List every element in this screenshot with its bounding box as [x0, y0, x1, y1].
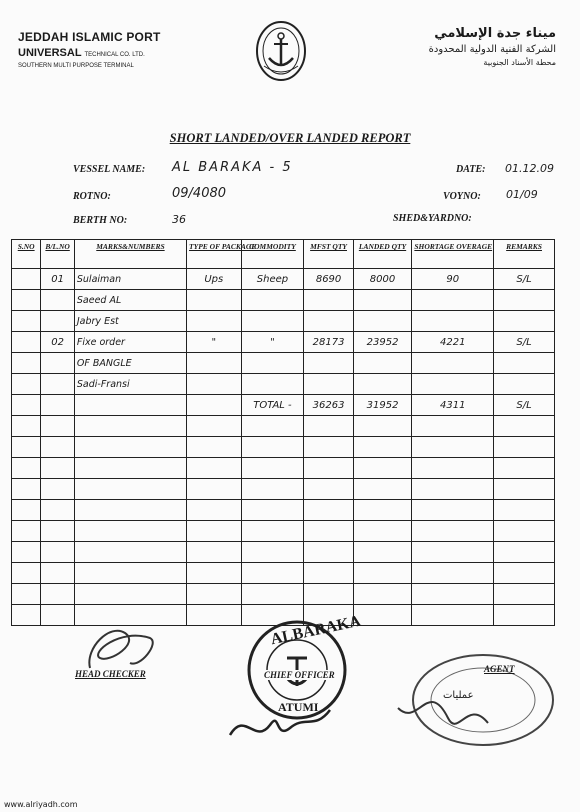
table-cell: 28173: [304, 332, 353, 353]
table-cell: [187, 437, 242, 458]
table-cell: [187, 416, 242, 437]
table-cell: [12, 332, 41, 353]
table-cell: [304, 311, 353, 332]
table-cell: [412, 521, 494, 542]
date-value: 01.12.09: [505, 162, 554, 175]
chief-officer-label: CHIEF OFFICER: [264, 670, 335, 680]
company-name-main: UNIVERSAL: [18, 47, 82, 59]
berth-no-value: 36: [172, 213, 186, 226]
table-cell: [494, 311, 555, 332]
table-cell: [304, 521, 353, 542]
table-cell: ": [187, 332, 242, 353]
table-cell: [304, 416, 353, 437]
table-cell: [494, 458, 555, 479]
company-name-en: [18, 47, 218, 59]
table-cell: 36263: [304, 395, 353, 416]
table-row: [12, 332, 555, 353]
table-cell: [412, 605, 494, 626]
table-cell: [241, 437, 304, 458]
table-cell: [353, 290, 412, 311]
table-cell: [353, 563, 412, 584]
table-cell: [241, 584, 304, 605]
table-cell: [412, 479, 494, 500]
table-cell: [187, 500, 242, 521]
table-cell: [12, 542, 41, 563]
table-cell: [304, 353, 353, 374]
table-row: [12, 374, 555, 395]
voy-no-label: VOYNO:: [443, 191, 481, 202]
table-cell: S/L: [494, 332, 555, 353]
table-cell: [304, 290, 353, 311]
table-cell: [41, 605, 75, 626]
table-cell: [494, 500, 555, 521]
table-cell: 90: [412, 269, 494, 290]
table-cell: [353, 311, 412, 332]
table-cell: [74, 458, 186, 479]
table-cell: [412, 290, 494, 311]
table-cell: [494, 479, 555, 500]
table-cell: [12, 290, 41, 311]
header-right-block: [346, 26, 556, 67]
table-cell: [412, 542, 494, 563]
table-cell: [41, 395, 75, 416]
table-cell: [41, 458, 75, 479]
table-cell: [412, 374, 494, 395]
table-cell: [353, 500, 412, 521]
table-cell: [74, 479, 186, 500]
table-cell: [304, 437, 353, 458]
table-cell: [74, 395, 186, 416]
table-cell: [304, 479, 353, 500]
column-header: S.NO: [12, 240, 41, 269]
table-cell: [41, 542, 75, 563]
port-name-en: JEDDAH ISLAMIC PORT: [18, 30, 161, 44]
agent-stamp-icon: [388, 648, 558, 758]
table-cell: [241, 542, 304, 563]
table-cell: [74, 416, 186, 437]
berth-no-label: BERTH NO:: [73, 215, 128, 226]
table-row: [12, 437, 555, 458]
table-cell: [353, 542, 412, 563]
table-cell: [353, 416, 412, 437]
table-cell: [412, 353, 494, 374]
table-cell: [41, 374, 75, 395]
table-cell: [494, 605, 555, 626]
table-cell: Fixe order: [74, 332, 186, 353]
stamp-bottom-text: ATUMI: [278, 700, 319, 714]
table-cell: [12, 563, 41, 584]
table-cell: Sulaiman: [74, 269, 186, 290]
table-cell: [12, 311, 41, 332]
table-cell: [187, 521, 242, 542]
company-name-suffix: TECHNICAL CO. LTD.: [84, 52, 145, 58]
table-cell: [187, 584, 242, 605]
table-cell: [12, 500, 41, 521]
table-cell: [41, 437, 75, 458]
table-cell: Sadi-Fransi: [74, 374, 186, 395]
report-table: [11, 239, 555, 626]
table-cell: TOTAL -: [241, 395, 304, 416]
table-cell: [304, 374, 353, 395]
column-header: COMMODITY: [241, 240, 304, 269]
table-header-row: [12, 240, 555, 269]
table-cell: [12, 416, 41, 437]
table-cell: 4221: [412, 332, 494, 353]
table-row: [12, 311, 555, 332]
table-cell: Saeed AL: [74, 290, 186, 311]
stamp-top-text: ALBARAKA: [269, 612, 363, 649]
table-cell: [12, 521, 41, 542]
table-cell: [187, 605, 242, 626]
table-row: [12, 479, 555, 500]
column-header: B/L.NO: [41, 240, 75, 269]
column-header: SHORTAGE OVERAGE: [412, 240, 494, 269]
table-cell: Jabry Est: [74, 311, 186, 332]
table-row: [12, 521, 555, 542]
table-cell: [494, 437, 555, 458]
date-label: DATE:: [456, 164, 486, 175]
table-cell: [494, 374, 555, 395]
table-cell: [41, 584, 75, 605]
table-cell: [187, 395, 242, 416]
table-cell: [494, 563, 555, 584]
table-cell: S/L: [494, 395, 555, 416]
table-cell: [241, 374, 304, 395]
table-cell: 02: [41, 332, 75, 353]
table-cell: [74, 542, 186, 563]
table-cell: [74, 437, 186, 458]
table-cell: [187, 353, 242, 374]
table-cell: [12, 584, 41, 605]
source-watermark: www.alriyadh.com: [4, 800, 78, 809]
table-cell: [494, 290, 555, 311]
terminal-name-ar: محطة الأسناد الجنوبية: [483, 58, 556, 67]
table-cell: [41, 290, 75, 311]
table-cell: [241, 458, 304, 479]
rot-no-label: ROTNO:: [73, 191, 111, 202]
table-cell: 01: [41, 269, 75, 290]
table-cell: [12, 437, 41, 458]
table-cell: [353, 479, 412, 500]
table-row: [12, 353, 555, 374]
table-cell: [494, 542, 555, 563]
table-cell: [412, 416, 494, 437]
column-header: LANDED QTY: [353, 240, 412, 269]
table-cell: [41, 353, 75, 374]
shed-yard-label: SHED&YARDNO:: [393, 213, 472, 224]
table-cell: [12, 374, 41, 395]
table-cell: [304, 563, 353, 584]
vessel-name-label: VESSEL NAME:: [73, 164, 146, 175]
head-checker-label: HEAD CHECKER: [75, 669, 146, 679]
report-title: SHORT LANDED/OVER LANDED REPORT: [169, 131, 411, 145]
table-row: [12, 584, 555, 605]
table-cell: ": [241, 332, 304, 353]
table-cell: [187, 542, 242, 563]
table-cell: [241, 290, 304, 311]
table-cell: [41, 311, 75, 332]
table-cell: [187, 458, 242, 479]
table-cell: [12, 605, 41, 626]
table-body: [12, 269, 555, 626]
column-header: MFST QTY: [304, 240, 353, 269]
table-cell: [353, 353, 412, 374]
table-cell: [187, 374, 242, 395]
column-header: MARKS&NUMBERS: [74, 240, 186, 269]
table-cell: [12, 269, 41, 290]
table-cell: [241, 500, 304, 521]
table-cell: [241, 563, 304, 584]
anchor-logo-icon: [238, 20, 324, 82]
table-cell: [353, 584, 412, 605]
table-cell: [353, 374, 412, 395]
table-cell: [41, 563, 75, 584]
table-cell: [187, 290, 242, 311]
header-left-block: [18, 30, 218, 69]
table-row: [12, 563, 555, 584]
table-row: [12, 500, 555, 521]
table-cell: [412, 311, 494, 332]
table-cell: [494, 416, 555, 437]
column-header: TYPE OF PACKAGE: [187, 240, 242, 269]
port-name-ar: ميناء جدة الإسلامي: [434, 26, 556, 41]
table-cell: 8690: [304, 269, 353, 290]
table-cell: 8000: [353, 269, 412, 290]
table-cell: 31952: [353, 395, 412, 416]
table-cell: [304, 542, 353, 563]
table-cell: Sheep: [241, 269, 304, 290]
table-cell: [12, 353, 41, 374]
table-cell: [241, 311, 304, 332]
table-cell: [353, 458, 412, 479]
table-cell: [412, 458, 494, 479]
table-cell: 4311: [412, 395, 494, 416]
company-name-ar: الشركة الفنية الدولية المحدودة: [428, 44, 556, 55]
table-cell: [12, 458, 41, 479]
table-cell: S/L: [494, 269, 555, 290]
table-row: [12, 395, 555, 416]
chief-officer-signature-icon: [225, 690, 335, 750]
table-cell: [241, 521, 304, 542]
agent-label: AGENT: [484, 664, 515, 674]
column-header: REMARKS: [494, 240, 555, 269]
table-row: [12, 542, 555, 563]
table-cell: [412, 500, 494, 521]
table-cell: [74, 563, 186, 584]
table-cell: [304, 584, 353, 605]
table-cell: [494, 521, 555, 542]
table-cell: [12, 395, 41, 416]
vessel-name-value: AL BARAKA - 5: [172, 160, 293, 175]
table-row: [12, 290, 555, 311]
terminal-name-en: SOUTHERN MULTI PURPOSE TERMINAL: [18, 63, 134, 69]
table-cell: OF BANGLE: [74, 353, 186, 374]
table-cell: [74, 500, 186, 521]
table-cell: [12, 479, 41, 500]
table-cell: [494, 353, 555, 374]
table-cell: Ups: [187, 269, 242, 290]
table-row: [12, 458, 555, 479]
table-cell: [241, 416, 304, 437]
table-cell: [241, 353, 304, 374]
table-cell: [412, 437, 494, 458]
table-cell: [41, 479, 75, 500]
table-row: [12, 416, 555, 437]
table-cell: [353, 437, 412, 458]
table-cell: [187, 479, 242, 500]
table-cell: [74, 584, 186, 605]
table-row: [12, 269, 555, 290]
table-cell: [74, 521, 186, 542]
table-cell: [41, 521, 75, 542]
table-cell: [187, 311, 242, 332]
table-cell: [412, 584, 494, 605]
table-cell: [41, 416, 75, 437]
table-cell: [412, 563, 494, 584]
table-cell: [241, 479, 304, 500]
table-cell: [304, 458, 353, 479]
table-cell: 23952: [353, 332, 412, 353]
table-cell: [353, 605, 412, 626]
table-cell: [494, 584, 555, 605]
table-cell: [187, 563, 242, 584]
table-cell: [304, 500, 353, 521]
table-cell: [353, 521, 412, 542]
table-cell: [41, 500, 75, 521]
voy-no-value: 01/09: [506, 188, 538, 201]
agent-stamp-arabic: عمليات: [443, 690, 474, 701]
rot-no-value: 09/4080: [172, 186, 227, 201]
